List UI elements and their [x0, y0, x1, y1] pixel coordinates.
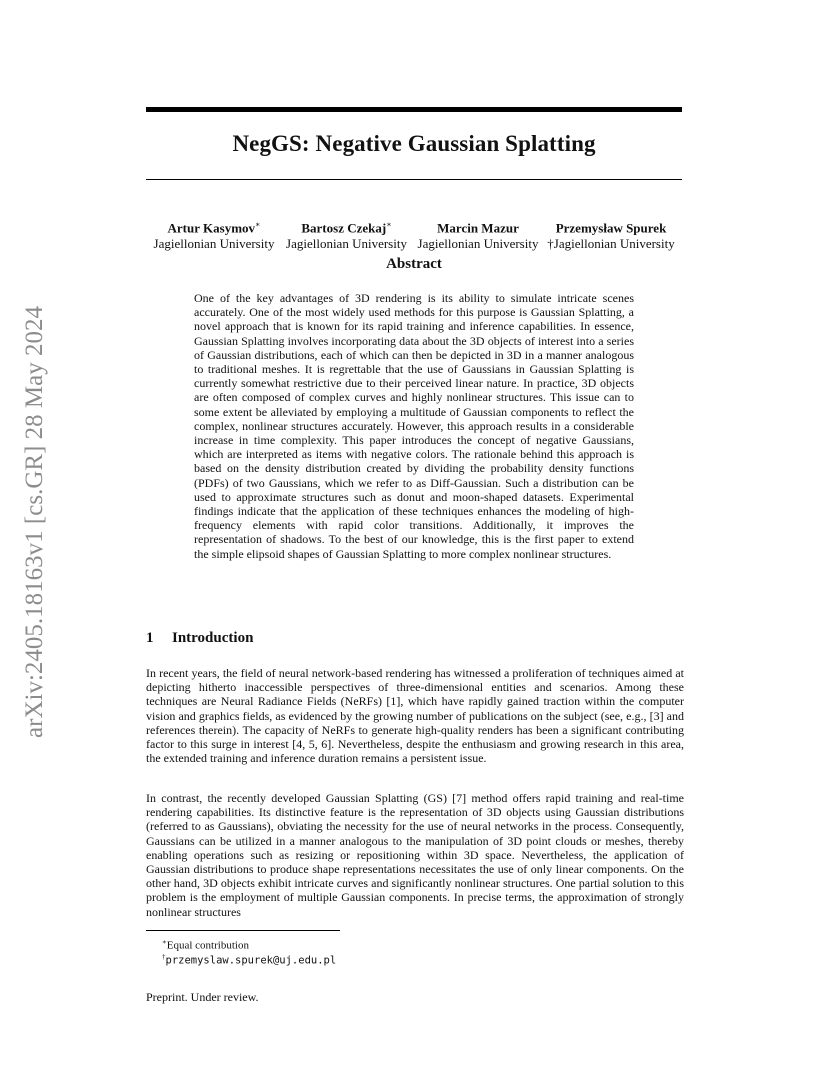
author-name: Artur Kasymov: [167, 220, 256, 236]
footnote-mark: ∗: [162, 938, 167, 946]
section-number: 1: [146, 630, 154, 646]
arxiv-stamp: arXiv:2405.18163v1 [cs.GR] 28 May 2024: [21, 306, 48, 738]
footnote-mark: †: [162, 953, 166, 961]
preprint-footer: Preprint. Under review.: [146, 990, 259, 1004]
abstract-heading: Abstract: [386, 256, 442, 272]
abstract-text: One of the key advantages of 3D rendering is its ability to simulate intricate scenes accurately. One of the most widely used methods for this purpose is Gaussian Splatting, a novel approach that is known for its rapid training and inference capabilities. In essence, Gaussian Splatting involves incorporating data about the 3D objects of interest into a series of Gaussian distributions, each of which can then be depicted in 3D in a manner analogous to traditional meshes. It is regrettable that the use of Gaussians in Gaussian Splatting is currently somewhat restrictive due to their perceived linear nature. In practice, 3D objects are often composed of complex curves and highly nonlinear structures. This issue can to some extent be alleviated by employing a multitude of Gaussian components to reflect the complex, nonlinear structures accurately. However, this approach results in a considerable increase in time complexity. This paper introduces the concept of negative Gaussians, which are interpreted as items with negative colors. The rationale behind this approach is based on the density distribution created by dividing the probability density functions (PDFs) of two Gaussians, which we refer to as Diff-Gaussian. Such a distribution can be used to approximate structures such as donut and moon-shaped datasets. Experimental findings indicate that the application of these techniques enhances the modeling of high-frequency elements with rapid color transitions. Additionally, it improves the representation of shadows. To the best of our knowledge, this is the first paper to extend the simple elipsoid shapes of Gaussian Splatting to more complex nonlinear structures.: [194, 291, 634, 561]
section-heading: [146, 630, 253, 647]
title-top-rule: [146, 107, 682, 112]
intro-paragraph-2: In contrast, the recently developed Gaussian Splatting (GS) [7] method offers rapid training and real-time rendering capabilities. Its distinctive feature is the representation of 3D objects using Gaussian distributions (referred to as Gaussians), obviating the necessity for the use of neural networks in the process. Consequently, Gaussians can be utilized in a manner analogous to the manipulation of 3D point clouds or meshes, thereby enabling operations such as resizing or repositioning within 3D space. Nevertheless, the application of Gaussian distributions to produce shape representations necessitates the use of only linear components. On the other hand, 3D objects exhibit intricate curves and significantly nonlinear structures. One partial solution to this problem is the employment of multiple Gaussian components. In precise terms, the approximation of strongly nonlinear structures: [146, 791, 684, 919]
title-bottom-rule: [146, 179, 682, 180]
author-block-4: [546, 217, 676, 252]
author-block-1: [150, 217, 278, 252]
footnote-email: przemyslaw.spurek@uj.edu.pl: [165, 954, 337, 967]
author-affiliation: †Jagiellonian University: [547, 236, 675, 252]
author-affiliation: Jagiellonian University: [286, 236, 407, 252]
author-block-2: [283, 217, 410, 252]
section-title: Introduction: [172, 630, 254, 646]
footnote-text: Equal contribution: [166, 939, 249, 952]
author-name: Przemysław Spurek: [555, 220, 667, 236]
footnote-2: [162, 950, 336, 968]
author-affiliation: Jagiellonian University: [417, 236, 539, 252]
footnote-rule: [146, 930, 340, 931]
paper-title: NegGS: Negative Gaussian Splatting: [232, 131, 596, 156]
author-mark: ∗: [386, 220, 392, 229]
intro-paragraph-1: In recent years, the field of neural network-based rendering has witnessed a proliferation of techniques aimed at depicting hitherto inaccessible perspectives of three-dimensional entities and scenarios. Among these techniques are Neural Radiance Fields (NeRFs) [1], which have rapidly gained traction within the computer vision and graphics fields, as evidenced by the growing number of publications on the subject (see, e.g., [3] and references therein). The capacity of NeRFs to generate high-quality renders has been a significant contributing factor to this surge in interest [4, 5, 6]. Nevertheless, despite the enthusiasm and growing research in this area, the extended training and inference duration remains a persistent issue.: [146, 666, 684, 766]
author-name: Marcin Mazur: [437, 220, 519, 236]
author-affiliation: Jagiellonian University: [153, 236, 275, 252]
author-name: Bartosz Czekaj: [301, 220, 387, 236]
author-block-3: [414, 217, 542, 252]
author-mark: ∗: [255, 220, 261, 229]
